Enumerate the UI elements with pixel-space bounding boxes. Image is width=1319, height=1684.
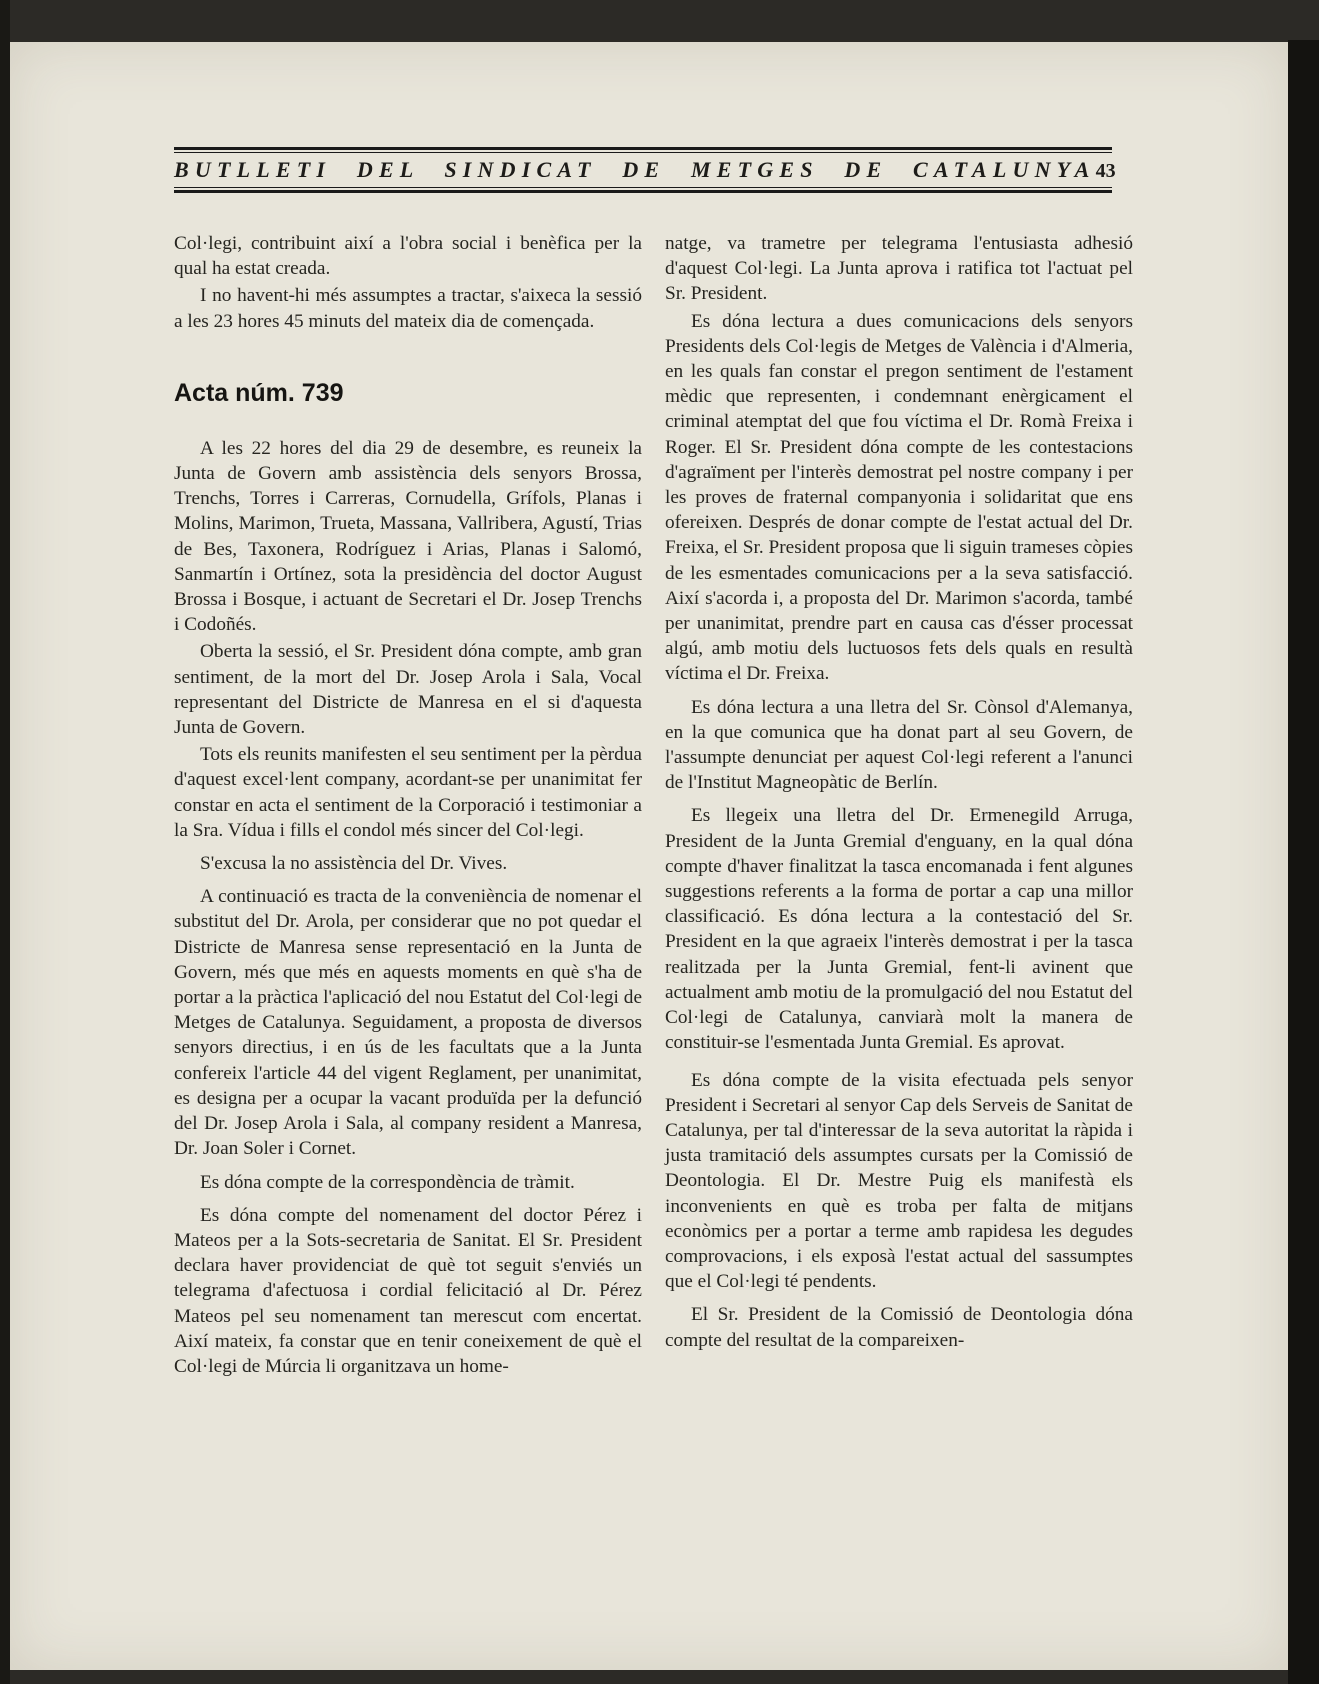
- scan-left-edge: [0, 0, 10, 1684]
- paragraph: natge, va trametre per telegrama l'entusiasta adhesió d'aquest Col·legi. La Junta aprova i ratifica tot l'actuat pel Sr. President.: [665, 233, 1133, 305]
- paragraph: El Sr. President de la Comissió de Deontologia dóna compte del resultat de la compareixen-: [665, 1304, 1133, 1351]
- paragraph: Es dóna lectura a una lletra del Sr. Cònsol d'Alemanya, en la que comunica que ha donat part al seu Govern, de l'assumpte denunciat per aquest Col·legi referent a l'anunci de l'Institut Magneopàtic de Berlín.: [665, 696, 1133, 794]
- right-column: [665, 231, 1133, 1355]
- header-row: [174, 153, 1116, 187]
- header-bottom-rule: [174, 190, 1112, 193]
- paragraph: Col·legi, contribuint així a l'obra social i benèfica per la qual ha estat creada.: [174, 233, 642, 280]
- paragraph: Es dóna lectura a dues comunicacions dels senyors Presidents dels Col·legis de Metges de València i d'Almeria, en les quals fan constar el pregon sentiment de l'estament mèdic que representen, i condemnant enèrgicament el criminal atemptat del que fou víctima el Dr. Romà Freixa i Roger. El Sr. President dóna compte de les contestacions d'agraïment per l'interès demostrat pel nostre company i per les proves de fraternal companyonia i solidaritat que ens ofereixen. Després de donar compte de l'estat actual del Dr. Freixa, el Sr. President proposa que li siguin trameses còpies de les esmentades comunicacions per a la seva satisfacció. Així s'acorda i, a proposta del Dr. Marimon s'acorda, també per unanimitat, prendre part en causa cas d'ésser processat algú, amb motiu dels luctuosos fets dels quals en resultà víctima el Dr. Freixa.: [665, 310, 1133, 685]
- paragraph: S'excusa la no assistència del Dr. Vives.: [200, 853, 508, 875]
- scan-right-edge: [1288, 40, 1319, 1684]
- section-title: Acta núm. 739: [174, 378, 344, 407]
- running-header: [174, 147, 1116, 193]
- paragraph: Tots els reunits manifesten el seu sentiment per la pèrdua d'aquest excel·lent company, acordant-se per unanimitat fer constar en acta el sentiment de la Corporació i testimoniar a la Sra. Vídua i fills el condol més sincer del Col·legi.: [174, 744, 642, 841]
- paragraph: Es dóna compte del nomenament del doctor Pérez i Mateos per a la Sots-secretaria de Sanitat. El Sr. President declara haver providenciat de què tot seguit s'enviés un telegrama d'afectuosa i cordial felicitació al Dr. Pérez Mateos pel seu nomenament tan merescut com encertat. Així mateix, fa constar que en tenir coneixement de què el Col·legi de Múrcia li organitzava un home-: [174, 1204, 642, 1377]
- paragraph: A continuació es tracta de la conveniència de nomenar el substitut del Dr. Arola, per considerar que no pot quedar el Districte de Manresa sense representació en la Junta de Govern, més que més en aquests moments en què s'ha de portar a la pràctica l'aplicació del nou Estatut del Col·legi de Metges de Catalunya. Seguidament, a proposta de diversos senyors directius, i en ús de les facultats que a la Junta confereix l'article 44 del vigent Reglament, per unanimitat, es designa per a ocupar la vacant produïda per la defunció del Dr. Josep Arola i Sala, al company resident a Manresa, Dr. Joan Soler i Cornet.: [174, 886, 642, 1160]
- left-column: [174, 231, 642, 1381]
- paragraph: A les 22 hores del dia 29 de desembre, es reuneix la Junta de Govern amb assistència dels senyors Brossa, Trenchs, Torres i Carreras, Cornudella, Grífols, Planas i Molins, Marimon, Trueta, Massana, Vallribera, Agustí, Trias de Bes, Taxonera, Rodríguez i Arias, Planas i Salomó, Sanmartín i Ortínez, sota la presidència del doctor August Brossa i Bosque, i actuant de Secretari el Dr. Josep Trenchs i Codoñés.: [174, 437, 642, 636]
- paragraph: I no havent-hi més assumptes a tractar, s'aixeca la sessió a les 23 hores 45 minuts del mateix dia de començada.: [174, 285, 642, 332]
- paragraph: Oberta la sessió, el Sr. President dóna compte, amb gran sentiment, de la mort del Dr. Josep Arola i Sala, Vocal representant del Districte de Manresa en el si d'aquesta Junta de Govern.: [174, 641, 642, 739]
- running-title: BUTLLETI DEL SINDICAT DE METGES DE CATALUNYA: [174, 157, 1096, 182]
- paragraph: Es dóna compte de la correspondència de tràmit.: [200, 1171, 575, 1193]
- page-number: 43: [1095, 160, 1116, 182]
- paragraph: Es llegeix una lletra del Dr. Ermenegild Arruga, President de la Junta Gremial d'enguany, en la qual dóna compte d'haver finalitzat la tasca encomanada i fent algunes suggestions referents a la forma de portar a cap una millor classificació. Es dóna lectura a la contestació del Sr. President en la que agraeix l'interès demostrat i per la tasca realitzada per la Junta Gremial, fent-li avinent que actualment amb motiu de la promulgació del nou Estatut del Col·legi de Catalunya, canviarà molt la manera de constituir-se l'esmentada Junta Gremial. Es aprovat.: [665, 805, 1133, 1054]
- paragraph: Es dóna compte de la visita efectuada pels senyor President i Secretari al senyor Cap dels Serveis de Sanitat de Catalunya, per tal d'interessar de la seva autoritat la ràpida i justa tramitació dels assumptes cursats per la Comissió de Deontologia. El Dr. Mestre Puig els manifestà els inconvenients en què es troba per falta de mitjans econòmics per a portar a terme amb rapidesa les degudes comprovacions, i els exposà l'estat actual del sassumptes que el Col·legi té pendents.: [665, 1069, 1133, 1293]
